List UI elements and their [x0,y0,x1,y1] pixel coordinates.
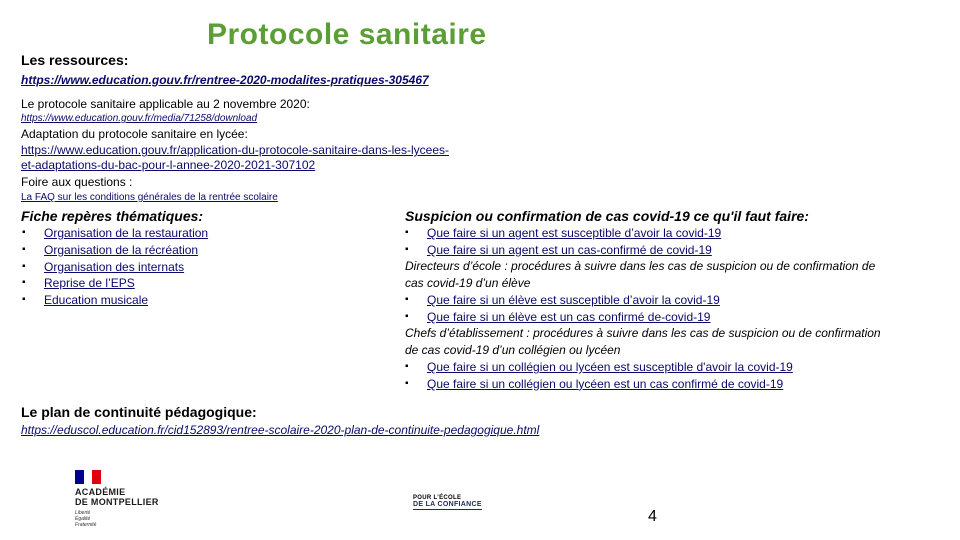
list-item[interactable] [22,292,208,309]
lycee-link-line2[interactable]: et-adaptations-du-bac-pour-l-annee-2020-2021-307102 [21,158,316,172]
motto-egalite: Égalité [75,516,91,522]
rentree-modalites-link[interactable]: https://www.education.gouv.fr/rentree-2020-modalites-pratiques-305467 [21,73,429,87]
college-link[interactable]: Que faire si un collégien ou lycéen est un cas confirmé de covid-19 [427,376,784,391]
bullet-icon: ▪ [22,294,26,306]
eleve-link[interactable]: Que faire si un élève est un cas confirmé de-covid-19 [427,309,711,324]
bullet-icon: ▪ [405,377,409,389]
motto-fraternite: Fraternité [75,522,97,528]
academie-line1: ACADÉMIE [75,487,126,497]
fiches-heading: Fiche repères thématiques: [21,208,204,224]
ecole-line1: POUR L’ÉCOLE [413,495,462,501]
chefs-text-line1: Chefs d’établissement : procédures à suivre dans les cas de suspicion ou de confirmation [405,326,881,340]
ecole-confiance-logo [413,495,482,510]
list-item[interactable] [405,359,793,376]
bullet-icon: ▪ [22,260,26,272]
lycee-label: Adaptation du protocole sanitaire en lycée: [21,127,248,141]
eleve-list [405,292,720,326]
protocol-download-link[interactable]: https://www.education.gouv.fr/media/71258/download [21,113,258,124]
chefs-text-line2: de cas covid-19 d’un collégien ou lycéen [405,343,621,357]
continuite-heading: Le plan de continuité pédagogique: [21,404,257,420]
agent-link[interactable]: Que faire si un agent est susceptible d’avoir la covid-19 [427,226,722,240]
fiche-link[interactable]: Organisation de la récréation [44,242,199,257]
suspicion-heading: Suspicion ou confirmation de cas covid-19 ce qu'il faut faire: [405,208,809,224]
resources-heading: Les ressources: [21,52,129,68]
list-item[interactable] [405,309,720,326]
list-item[interactable] [405,242,721,259]
directeurs-text-line2: cas covid-19 d’un élève [405,276,531,290]
fiches-list [22,225,209,309]
agent-list [405,225,722,259]
college-list [405,359,793,393]
fiche-link[interactable]: Organisation des internats [44,259,185,274]
bullet-icon: ▪ [405,361,409,372]
list-item[interactable] [22,225,209,242]
bullet-icon: ▪ [405,227,409,238]
flag-blue-band [75,470,84,484]
directeurs-text-line1: Directeurs d’école : procédures à suivre dans les cas de suspicion ou de confirmation de [405,259,876,273]
marianne-flag-icon [75,470,101,484]
bullet-icon: ▪ [22,277,26,289]
fiche-link[interactable]: Organisation de la restauration [44,226,209,240]
faq-link[interactable]: La FAQ sur les conditions générales de la rentrée scolaire [21,192,278,203]
bullet-icon: ▪ [405,310,409,322]
protocol-label: Le protocole sanitaire applicable au 2 novembre 2020: [21,97,310,111]
flag-white-band [84,470,93,484]
list-item[interactable] [405,376,793,393]
college-link[interactable]: Que faire si un collégien ou lycéen est susceptible d'avoir la covid-19 [427,360,793,374]
lycee-link-line1[interactable]: https://www.education.gouv.fr/application-du-protocole-sanitaire-dans-les-lycees- [21,143,449,157]
page-title: Protocole sanitaire [207,18,487,51]
continuite-link[interactable]: https://eduscol.education.fr/cid152893/rentree-scolaire-2020-plan-de-continuite-pedagogique.html [21,423,540,437]
bullet-icon: ▪ [405,243,409,255]
flag-red-band [92,470,101,484]
agent-link[interactable]: Que faire si un agent est un cas-confirmé de covid-19 [427,242,712,257]
fiche-link[interactable]: Education musicale [44,293,149,308]
eleve-link[interactable]: Que faire si un élève est susceptible d’avoir la covid-19 [427,293,720,307]
motto-liberte: Liberté [75,510,91,516]
bullet-icon: ▪ [405,294,409,305]
list-item[interactable] [22,275,208,292]
list-item[interactable] [22,242,208,259]
list-item[interactable] [405,225,722,242]
list-item[interactable] [22,259,208,276]
faq-label: Foire aux questions : [21,175,133,189]
list-item[interactable] [405,292,720,309]
bullet-icon: ▪ [22,243,26,255]
ecole-line2: DE LA CONFIANCE [413,501,482,508]
page-number: 4 [648,508,657,525]
academie-line2: DE MONTPELLIER [75,497,159,507]
academie-logo [75,470,159,528]
bullet-icon: ▪ [22,227,26,238]
fiche-link[interactable]: Reprise de l’EPS [44,276,135,291]
